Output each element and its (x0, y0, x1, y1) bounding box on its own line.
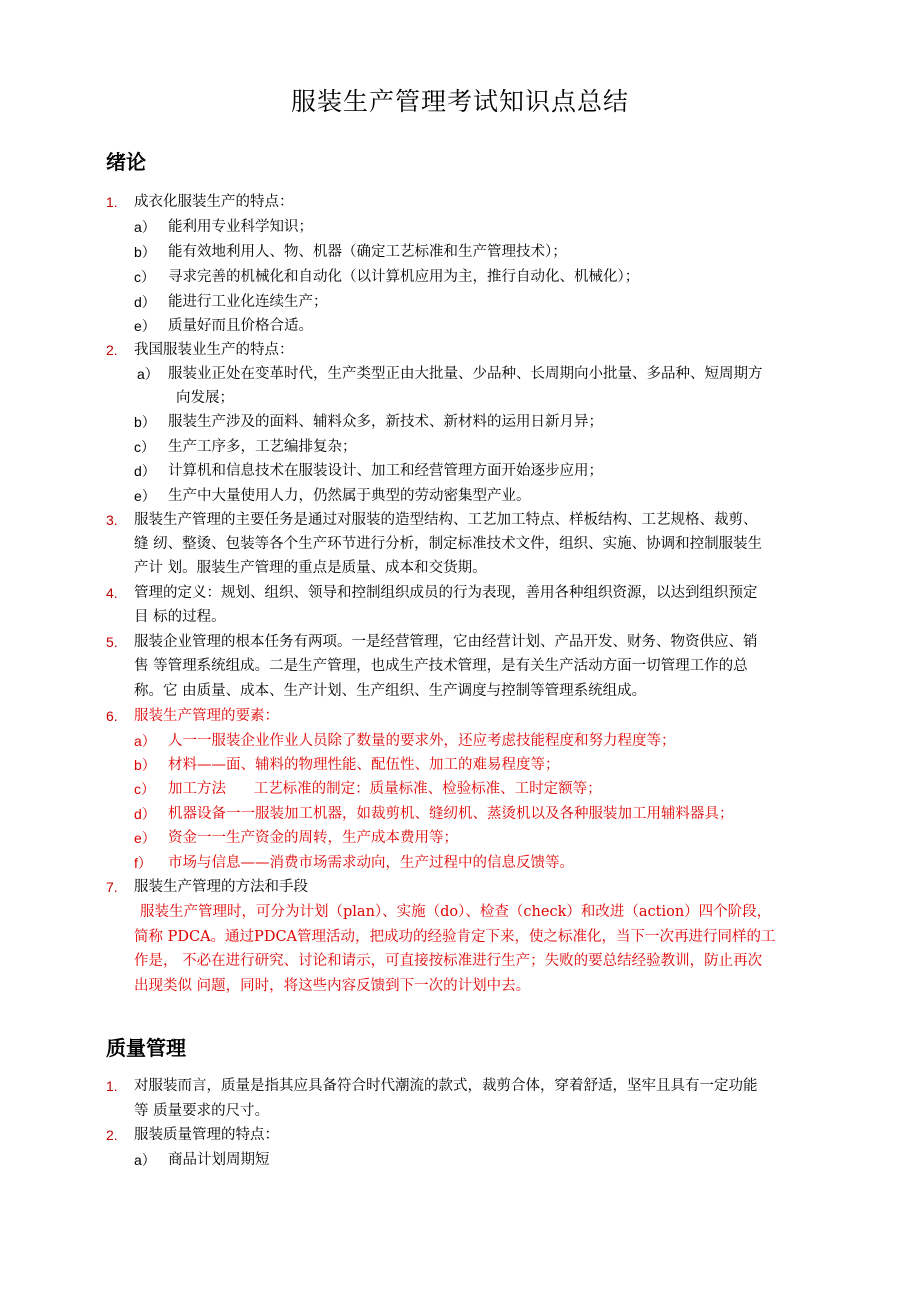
list-number: 2. (106, 342, 118, 358)
sub-item-continuation: 向发展； (176, 390, 234, 406)
sub-marker: e） (134, 318, 156, 334)
sub-marker: b） (134, 414, 156, 430)
sub-item: 加工方法 工艺标准的制定：质量标准、检验标准、工时定额等； (168, 781, 602, 797)
sub-marker: e） (134, 488, 156, 504)
list-number: 7. (106, 879, 118, 895)
sub-marker: b） (134, 244, 156, 260)
sub-item: 人一一服装企业作业人员除了数量的要求外，还应考虑技能程度和努力程度等； (168, 733, 676, 749)
paragraph-line: 作是， 不必在进行研究、讨论和请示，可直接按标准进行生产；失败的要总结经验教训，防止再次 (134, 953, 763, 969)
list-item: 我国服装业生产的特点： (134, 342, 294, 358)
sub-marker: a） (134, 1152, 156, 1168)
paragraph-line: 对服装而言，质量是指其应具备符合时代潮流的款式，裁剪合体，穿着舒适，坚牢且具有一定功能 (134, 1078, 758, 1094)
sub-item: 能有效地利用人、物、机器（确定工艺标准和生产管理技术）； (168, 244, 567, 260)
sub-marker: c） (134, 781, 155, 797)
paragraph-line: 等 质量要求的尺寸。 (134, 1103, 270, 1119)
sub-marker: b） (134, 757, 156, 773)
paragraph-line: 服装生产管理时，可分为计划（plan）、实施（do）、检查（check）和改进（action）四个阶段， (140, 904, 772, 920)
sub-marker: a） (134, 733, 156, 749)
sub-marker: c） (134, 269, 155, 285)
sub-item: 服装业正处在变革时代，生产类型正由大批量、少品种、长周期向小批量、多品种、短周期方 (168, 366, 763, 382)
paragraph-line: 服装生产管理的主要任务是通过对服装的造型结构、工艺加工特点、样板结构、工艺规格、裁剪、 (134, 512, 758, 528)
sub-marker: f） (134, 855, 152, 871)
list-number: 1. (106, 194, 118, 210)
paragraph-line: 管理的定义：规划、组织、领导和控制组织成员的行为表现，善用各种组织资源，以达到组织预定 (134, 585, 758, 601)
paragraph-line: 出现类似 问题，同时，将这些内容反馈到下一次的计划中去。 (134, 978, 531, 994)
sub-item: 机器设备一一服装加工机器，如裁剪机、缝纫机、蒸烫机以及各种服装加工用辅料器具； (168, 806, 734, 822)
sub-item: 资金一一生产资金的周转，生产成本费用等； (168, 830, 458, 846)
sub-item: 寻求完善的机械化和自动化（以计算机应用为主，推行自动化、机械化）； (168, 269, 640, 285)
paragraph-line: 简称 PDCA。通过PDCA管理活动，把成功的经验肯定下来，使之标准化，当下一次再进行同样的工 (134, 929, 776, 945)
paragraph-line: 目 标的过程。 (134, 609, 226, 625)
sub-item: 服装生产涉及的面料、辅料众多，新技术、新材料的运用日新月异； (168, 414, 603, 430)
list-number: 4. (106, 585, 118, 601)
sub-item: 能利用专业科学知识； (168, 219, 313, 235)
section-heading-quality: 质量管理 (106, 1036, 186, 1060)
list-number: 6. (106, 708, 118, 724)
sub-marker: d） (134, 806, 156, 822)
sub-marker: e） (134, 830, 156, 846)
sub-marker: d） (134, 463, 156, 479)
paragraph-line: 缝 纫、整烫、包装等各个生产环节进行分析，制定标准技术文件，组织、实施、协调和控制服装生 (134, 536, 763, 552)
list-number: 3. (106, 512, 118, 528)
sub-marker: a） (134, 219, 156, 235)
paragraph-line: 售 等管理系统组成。二是生产管理，也成生产技术管理，是有关生产活动方面一切管理工作的总 (134, 658, 748, 674)
list-number: 2. (106, 1127, 118, 1143)
list-item: 服装生产管理的要素： (134, 708, 279, 724)
sub-item: 生产中大量使用人力，仍然属于典型的劳动密集型产业。 (168, 488, 531, 504)
sub-marker: c） (134, 439, 155, 455)
sub-item: 材料——面、辅料的物理性能、配伍性、加工的难易程度等； (168, 757, 560, 773)
section-heading-intro: 绪论 (106, 150, 146, 174)
list-item: 成衣化服装生产的特点： (134, 194, 294, 210)
sub-item: 市场与信息——消费市场需求动向，生产过程中的信息反馈等。 (168, 855, 574, 871)
paragraph-line: 服装企业管理的根本任务有两项。一是经营管理，它由经营计划、产品开发、财务、物资供应、销 (134, 634, 758, 650)
sub-item: 质量好而且价格合适。 (168, 318, 313, 334)
sub-marker: a） (137, 366, 159, 382)
page-title: 服装生产管理考试知识点总结 (290, 87, 629, 116)
list-number: 1. (106, 1078, 118, 1094)
list-item: 服装生产管理的方法和手段 (134, 879, 308, 895)
sub-marker: d） (134, 294, 156, 310)
list-item: 服装质量管理的特点： (134, 1127, 279, 1143)
paragraph-line: 产计 划。服装生产管理的重点是质量、成本和交货期。 (134, 560, 487, 576)
sub-item: 生产工序多，工艺编排复杂； (168, 439, 357, 455)
sub-item: 计算机和信息技术在服装设计、加工和经营管理方面开始逐步应用； (168, 463, 603, 479)
paragraph-line: 称。它 由质量、成本、生产计划、生产组织、生产调度与控制等管理系统组成。 (134, 683, 647, 699)
sub-item: 能进行工业化连续生产； (168, 294, 328, 310)
list-number: 5. (106, 634, 118, 650)
sub-item: 商品计划周期短 (168, 1152, 270, 1168)
